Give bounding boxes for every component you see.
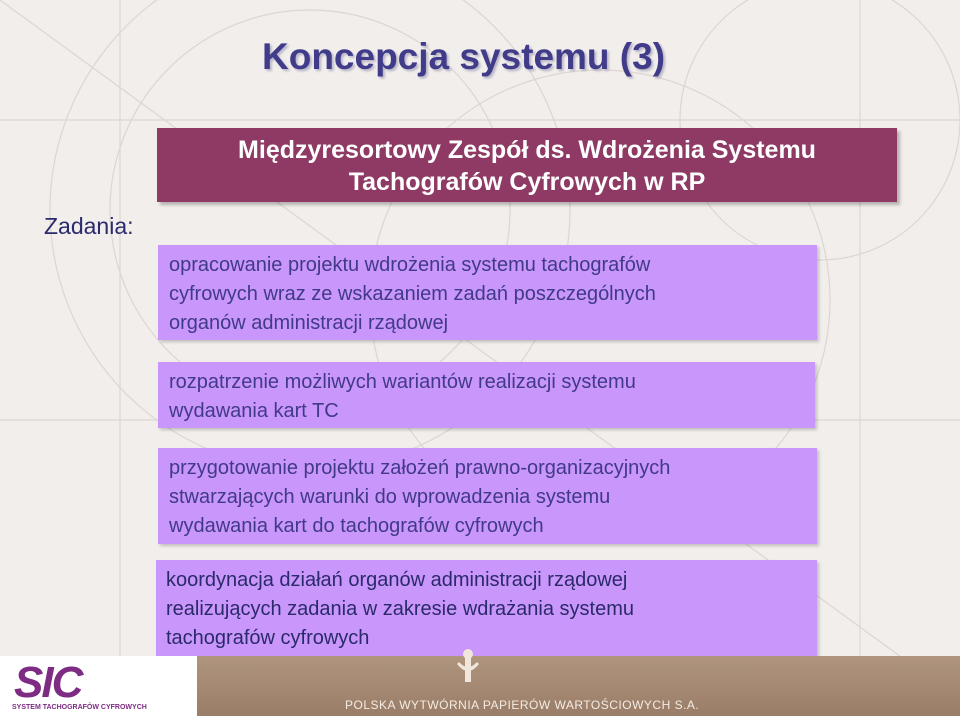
task-line: stwarzających warunki do wprowadzenia systemu [169,486,611,508]
pwpw-emblem-icon [455,648,481,694]
task-line: wydawania kart TC [169,400,339,422]
team-banner [157,128,897,202]
sic-logo-text: SIC [14,658,82,707]
footer-bar [0,656,960,716]
task-line: koordynacja działań organów administracji rządowej [166,569,628,591]
task-box [158,448,817,544]
task-line: organów administracji rządowej [169,312,449,334]
task-line: wydawania kart do tachografów cyfrowych [169,515,544,537]
sic-logo [0,656,197,716]
task-line: opracowanie projektu wdrożenia systemu tachografów [169,254,651,276]
slide-title: Koncepcja systemu (3) [262,36,666,77]
task-line: realizujących zadania w zakresie wdrażania systemu [166,598,634,620]
task-line: rozpatrzenie możliwych wariantów realizacji systemu [169,371,636,393]
task-box [158,362,815,428]
task-box [156,560,817,656]
task-line: przygotowanie projektu założeń prawno-organizacyjnych [169,457,671,479]
tasks-label: Zadania: [44,213,134,239]
task-line: cyfrowych wraz ze wskazaniem zadań poszczególnych [169,283,656,305]
company-name: POLSKA WYTWÓRNIA PAPIERÓW WARTOŚCIOWYCH S.A. [345,698,700,712]
banner-line-1: Międzyresortowy Zespół ds. Wdrożenia Systemu [238,136,816,164]
banner-line-2: Tachografów Cyfrowych w RP [348,168,706,196]
task-line: tachografów cyfrowych [166,627,370,649]
sic-logo-caption: SYSTEM TACHOGRAFÓW CYFROWYCH [12,704,147,711]
company-strip [197,656,960,716]
task-box [158,245,817,340]
